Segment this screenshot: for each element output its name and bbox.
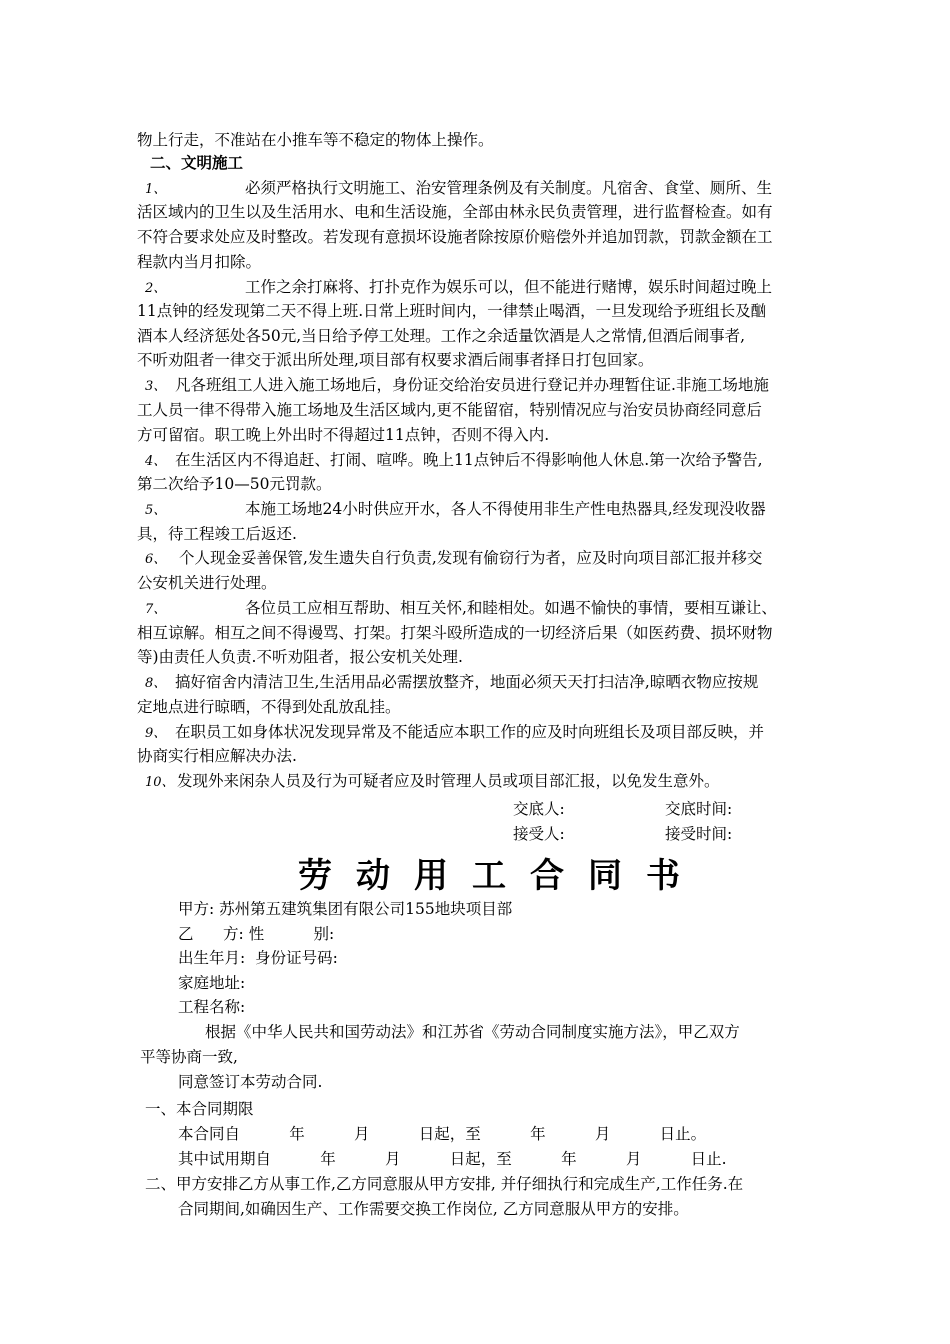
item-line: 等)由责任人负责.不听劝阻者，报公安机关处理. xyxy=(137,648,463,666)
item-text: 必须严格执行文明施工、治安管理条例及有关制度。凡宿舍、食堂、厕所、生 xyxy=(245,179,773,197)
intro-tail-line: 物上行走，不准站在小推车等不稳定的物体上操作。 xyxy=(137,131,494,149)
receiver-label: 接受人: xyxy=(513,825,565,843)
project-line: 工程名称: xyxy=(178,998,246,1016)
item-number: 3、 xyxy=(145,379,167,394)
section-2-line-1: 二、甲方安排乙方从事工作,乙方同意服从甲方安排, 并仔细执行和完成生产,工作任务.在 xyxy=(145,1175,744,1193)
handover-person-label: 交底人: xyxy=(513,800,565,818)
rule-item-3 xyxy=(145,373,769,399)
item-line: 方可留宿。职工晚上外出时不得超过11点钟，否则不得入内. xyxy=(137,426,550,444)
item-number: 8、 xyxy=(145,676,167,691)
item-text: 个人现金妥善保管,发生遗失自行负责,发现有偷窃行为者，应及时向项目部汇报并移交 xyxy=(179,549,763,567)
item-line: 相互谅解。相互之间不得谩骂、打架。打架斗殴所造成的一切经济后果（如医药费、损坏财物 xyxy=(137,624,773,642)
agree-line: 同意签订本劳动合同. xyxy=(178,1073,323,1091)
section-heading: 二、文明施工 xyxy=(150,153,244,172)
rule-item-2 xyxy=(145,275,772,301)
handover-time-label: 交底时间: xyxy=(665,800,733,818)
address-line: 家庭地址: xyxy=(178,974,246,992)
item-number: 2、 xyxy=(145,281,167,296)
item-line: 工人员一律不得带入施工场地及生活区域内,更不能留宿，特别情况应与治安员协商经同意后 xyxy=(137,401,762,419)
item-text: 本施工场地24小时供应开水，各人不得使用非生产性电热器具,经发现没收器 xyxy=(245,500,766,518)
item-number: 5、 xyxy=(145,503,167,518)
basis-line-2: 平等协商一致, xyxy=(140,1048,238,1066)
party-b-line: 乙 方: 性 别: xyxy=(178,925,335,943)
rule-item-8 xyxy=(145,670,758,696)
item-line: 不听劝阻者一律交于派出所处理,项目部有权要求酒后闹事者择日打包回家。 xyxy=(137,351,654,369)
contract-title: 劳动用工合同书 xyxy=(298,856,704,896)
section-2-line-2: 合同期间,如确因生产、工作需要交换工作岗位, 乙方同意服从甲方的安排。 xyxy=(178,1200,689,1218)
rule-item-5 xyxy=(145,497,766,523)
item-number: 9、 xyxy=(145,726,167,741)
item-number: 7、 xyxy=(145,602,167,617)
rule-item-6 xyxy=(145,546,762,572)
item-text: 在职员工如身体状况发现异常及不能适应本职工作的应及时向班组长及项目部反映，并 xyxy=(175,723,765,741)
item-line: 定地点进行晾晒，不得到处乱放乱挂。 xyxy=(137,698,401,716)
item-text: 各位员工应相互帮助、相互关怀,和睦相处。如遇不愉快的事情，要相互谦让、 xyxy=(245,599,777,617)
rule-item-10 xyxy=(145,769,720,795)
basis-line-1: 根据《中华人民共和国劳动法》和江苏省《劳动合同制度实施方法》，甲乙双方 xyxy=(205,1023,740,1041)
rule-item-9 xyxy=(145,720,764,746)
item-number: 6、 xyxy=(145,552,167,567)
item-line: 第二次给予10—50元罚款。 xyxy=(137,475,332,493)
rule-item-4 xyxy=(145,448,763,474)
receive-time-label: 接受时间: xyxy=(665,825,733,843)
item-text: 工作之余打麻将、打扑克作为娱乐可以，但不能进行赌博，娱乐时间超过晚上 xyxy=(245,278,773,296)
item-line: 酒本人经济惩处各50元,当日给予停工处理。工作之余适量饮酒是人之常情,但酒后闹事者, xyxy=(137,327,746,345)
item-line: 具，待工程竣工后返还. xyxy=(137,525,297,543)
section-1-heading: 一、本合同期限 xyxy=(145,1100,254,1118)
item-text: 凡各班组工人进入施工场地后，身份证交给治安员进行登记并办理暂住证.非施工场地施 xyxy=(175,376,769,394)
term-line: 本合同自 年 月 日起，至 年 月 日止。 xyxy=(178,1125,707,1143)
item-line: 协商实行相应解决办法. xyxy=(137,747,297,765)
party-a-line: 甲方: 苏州第五建筑集团有限公司155地块项目部 xyxy=(178,900,513,918)
birth-line: 出生年月: 身份证号码: xyxy=(178,949,338,967)
item-text: 搞好宿舍内清洁卫生,生活用品必需摆放整齐，地面必须天天打扫洁净,晾晒衣物应按规 xyxy=(175,673,759,691)
item-number: 1、 xyxy=(145,182,167,197)
item-number: 4、 xyxy=(145,454,167,469)
item-line: 活区域内的卫生以及生活用水、电和生活设施，全部由林永民负责管理，进行监督检查。如有 xyxy=(137,203,773,221)
item-text: 在生活区内不得追赶、打闹、喧哗。晚上11点钟后不得影响他人休息.第一次给予警告, xyxy=(175,451,763,469)
item-line: 公安机关进行处理。 xyxy=(137,574,277,592)
rule-item-1 xyxy=(145,176,772,202)
rule-item-7 xyxy=(145,596,777,622)
item-line: 程款内当月扣除。 xyxy=(137,253,262,271)
item-text: 发现外来闲杂人员及行为可疑者应及时管理人员或项目部汇报，以免发生意外。 xyxy=(177,772,720,790)
probation-line: 其中试用期自 年 月 日起，至 年 月 日止. xyxy=(178,1150,727,1168)
item-line: 不符合要求处应及时整改。若发现有意损坏设施者除按原价赔偿外并追加罚款，罚款金额在工 xyxy=(137,228,773,246)
item-line: 11点钟的经发现第二天不得上班.日常上班时间内，一律禁止喝酒，一旦发现给予班组长及酗 xyxy=(137,302,767,320)
item-number: 10、 xyxy=(145,775,175,790)
